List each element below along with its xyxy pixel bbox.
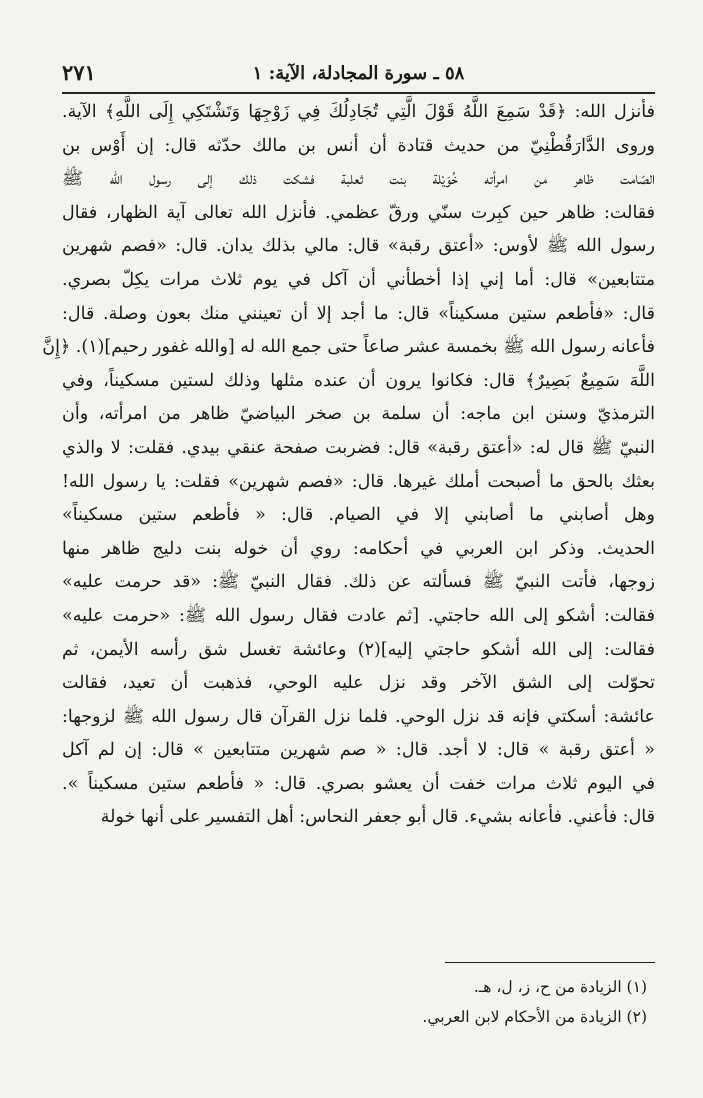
text-line: النبيّ ﷺ قال له: «أعتق رقبة» قال: فضربت صفحة عنقي بيدي. فقلت: لا والذي bbox=[62, 437, 655, 458]
text-line: فقالت: أشكو إلى الله حاجتي. [ثم عادت فقال رسول الله ﷺ: «حرمت عليه» bbox=[62, 605, 655, 626]
footnote: (٢) الزيادة من الأحكام لابن العربي. bbox=[422, 1008, 647, 1026]
footnote: (١) الزيادة من ح، ز، ل، هـ. bbox=[473, 978, 647, 996]
text-line: فقالت: ظاهر حين كبِرت سنّي ورقّ عظمي. فأنزل الله تعالى آية الظهار، فقال bbox=[62, 202, 655, 223]
text-line: وروى الدَّارَقُطْنِيّ من حديث قتادة أن أنس بن مالك حدّثه قال: إن أَوْس بن bbox=[62, 135, 655, 156]
text-line: فأنزل الله: ﴿قَدْ سَمِعَ اللَّهُ قَوْلَ الَّتِي تُجَادِلُكَ فِي زَوْجِهَا وَتَشْتَكِي إِلَى اللَّهِ﴾ الآية. bbox=[62, 102, 655, 122]
text-line: اللَّهَ سَمِيعٌ بَصِيرٌ﴾ قال: فكانوا يرون أن عنده مثلها وذلك لستين مسكيناً، وفي bbox=[62, 370, 655, 391]
text-line: « أعتق رقبة » قال: لا أجد. قال: « صم شهرين متتابعين » قال: إن لم آكل bbox=[62, 740, 655, 761]
page-header bbox=[62, 58, 655, 94]
text-line: زوجها، فأتت النبيّ ﷺ فسألته عن ذلك. فقال النبيّ ﷺ: «قد حرمت عليه» bbox=[62, 572, 655, 593]
text-line: فقالت: إلى الله أشكو حاجتي إليه](٢) وعائشة تغسل شق رأسه الأيمن، ثم bbox=[62, 639, 655, 660]
text-line: تحوّلت إلى الشق الآخر وقد نزل عليه الوحي، فذهبت أن تعيد، فقالت bbox=[62, 673, 655, 694]
main-text bbox=[42, 96, 655, 835]
text-line: الصّامت ظاهر من امرأته خُوَيْلة بنت ثعلبة فشكت ذلك إلى رسول الله ﷺ bbox=[62, 169, 655, 190]
text-line: الترمذيّ وسنن ابن ماجه: أن سلمة بن صخر البياضيّ ظاهر من امرأته، وأن bbox=[62, 404, 655, 425]
footnote-divider bbox=[445, 962, 655, 963]
text-line: متتابعين» قال: أما إني إذا أخطأني أن آكل في يوم ثلاث مرات يكِلّ بصري. bbox=[62, 269, 655, 290]
text-line: عائشة: أسكتي فإنه قد نزل الوحي. فلما نزل القرآن قال رسول الله ﷺ لزوجها: bbox=[62, 706, 655, 727]
running-head: ٥٨ ـ سورة المجادلة، الآية: ١ bbox=[252, 63, 465, 84]
text-line: فأعانه رسول الله ﷺ بخمسة عشر صاعاً حتى جمع الله له [والله غفور رحيم](١). ﴿إِنَّ bbox=[42, 337, 655, 358]
page-number: ٢٧١ bbox=[62, 60, 96, 85]
text-line: بعثك بالحق ما أصبحت أملك غيرها. قال: «فصم شهرين» فقلت: يا رسول الله! bbox=[62, 471, 655, 492]
text-line: رسول الله ﷺ لأوس: «أعتق رقبة» قال: مالي بذلك يدان. قال: «فصم شهرين bbox=[62, 236, 655, 257]
text-line: وهل أصابني ما أصابني إلا في الصيام. قال: « فأطعم ستين مسكيناً» bbox=[62, 505, 655, 526]
footnotes bbox=[62, 972, 647, 1032]
text-line: قال: فأعني. فأعانه بشيء. قال أبو جعفر النحاس: أهل التفسير على أنها خولة bbox=[100, 807, 655, 828]
text-line: قال: «فأطعم ستين مسكيناً» قال: ما أجد إلا أن تعينني منك بعون وصلة. قال: bbox=[62, 303, 655, 324]
text-line: في اليوم ثلاث مرات خفت أن يعشو بصري. قال: « فأطعم ستين مسكيناً ». bbox=[62, 773, 655, 794]
text-line: الحديث. وذكر ابن العربي في أحكامه: روي أن خوله بنت دليج ظاهر منها bbox=[62, 538, 655, 559]
